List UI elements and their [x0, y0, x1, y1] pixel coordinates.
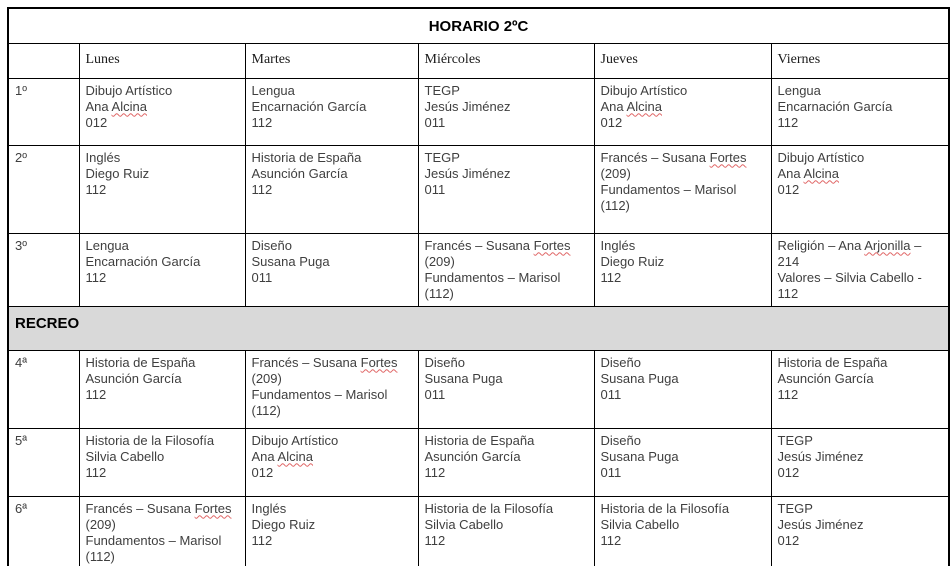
cell-line: Historia de España — [251, 149, 362, 165]
title-row — [8, 8, 949, 43]
cell-line: Ana Alcina — [251, 448, 313, 464]
cell-line: Diseño — [251, 237, 292, 253]
cell-line: Diseño — [600, 354, 641, 370]
misspelled-word: Alcina — [277, 448, 313, 464]
cell-line: 012 — [85, 114, 108, 130]
period-label: 5ª — [8, 428, 79, 496]
timetable-cell — [79, 78, 245, 145]
timetable-cell — [245, 428, 418, 496]
cell-line: 011 — [600, 386, 622, 402]
cell-line: Francés – Susana Fortes — [424, 237, 571, 253]
timetable-cell — [418, 78, 594, 145]
timetable-cell — [245, 350, 418, 428]
timetable-row — [8, 233, 949, 306]
cell-line: (112) — [600, 197, 630, 213]
cell-line: Encarnación García — [777, 98, 893, 114]
cell-line: Asunción García — [85, 370, 182, 386]
timetable-cell — [79, 145, 245, 233]
cell-line: Susana Puga — [424, 370, 503, 386]
cell-line: 112 — [600, 269, 622, 285]
cell-line: Historia de España — [777, 354, 888, 370]
cell-line: (209) — [424, 253, 455, 269]
cell-line: (112) — [424, 285, 454, 301]
cell-line: Inglés — [85, 149, 121, 165]
timetable-row — [8, 428, 949, 496]
cell-line: Jesús Jiménez — [424, 98, 511, 114]
cell-line: Diseño — [424, 354, 465, 370]
misspelled-word: Fortes — [194, 500, 232, 516]
cell-line: Historia de la Filosofía — [600, 500, 730, 516]
cell-line: Dibujo Artístico — [600, 82, 688, 98]
timetable-cell — [594, 145, 771, 233]
cell-line: 214 — [777, 253, 800, 269]
cell-line: 112 — [251, 114, 273, 130]
timetable — [7, 7, 950, 566]
recreo-label: RECREO — [8, 306, 949, 350]
cell-line: Religión – Ana Arjonilla – — [777, 237, 922, 253]
cell-line: Valores – Silvia Cabello - — [777, 269, 922, 285]
cell-line: Silvia Cabello — [85, 448, 165, 464]
cell-line: Ana Alcina — [777, 165, 839, 181]
period-label: 1º — [8, 78, 79, 145]
cell-line: Dibujo Artístico — [251, 432, 339, 448]
cell-line: 112 — [777, 285, 799, 301]
column-header-empty — [8, 43, 79, 78]
cell-line: 112 — [424, 464, 446, 480]
cell-line: Jesús Jiménez — [777, 516, 864, 532]
cell-line: Francés – Susana Fortes — [85, 500, 232, 516]
cell-line: 011 — [424, 181, 446, 197]
period-label: 2º — [8, 145, 79, 233]
cell-line: Fundamentos – Marisol — [600, 181, 737, 197]
cell-line: 112 — [85, 181, 107, 197]
cell-line: Historia de la Filosofía — [85, 432, 215, 448]
cell-line: Lengua — [251, 82, 295, 98]
timetable-cell — [245, 233, 418, 306]
cell-line: (209) — [85, 516, 116, 532]
timetable-cell — [79, 496, 245, 566]
cell-line: (112) — [85, 548, 115, 564]
misspelled-word: Fortes — [533, 237, 571, 253]
timetable-cell — [771, 350, 949, 428]
cell-line: Fundamentos – Marisol — [85, 532, 222, 548]
cell-line: 112 — [777, 114, 799, 130]
period-label: 6ª — [8, 496, 79, 566]
cell-line: Diego Ruiz — [600, 253, 665, 269]
misspelled-word: Alcina — [111, 98, 147, 114]
cell-line: 112 — [600, 532, 622, 548]
timetable-cell — [418, 428, 594, 496]
cell-line: 112 — [85, 386, 107, 402]
column-header-miercoles: Miércoles — [418, 43, 594, 78]
column-header-viernes: Viernes — [771, 43, 949, 78]
cell-line: Fundamentos – Marisol — [424, 269, 561, 285]
timetable-cell — [79, 350, 245, 428]
cell-line: TEGP — [777, 432, 813, 448]
cell-line: Inglés — [251, 500, 287, 516]
column-header-jueves: Jueves — [594, 43, 771, 78]
cell-line: Silvia Cabello — [424, 516, 504, 532]
timetable-cell — [771, 496, 949, 566]
timetable-cell — [245, 496, 418, 566]
cell-line: TEGP — [424, 82, 460, 98]
recreo-row — [8, 306, 949, 350]
cell-line: 011 — [424, 114, 446, 130]
cell-line: 012 — [251, 464, 274, 480]
timetable-cell — [418, 496, 594, 566]
timetable-cell — [245, 78, 418, 145]
cell-line: Francés – Susana Fortes — [600, 149, 747, 165]
cell-line: (209) — [251, 370, 282, 386]
misspelled-word: Fortes — [360, 354, 398, 370]
misspelled-word: Alcina — [803, 165, 839, 181]
timetable-cell — [771, 428, 949, 496]
cell-line: Jesús Jiménez — [777, 448, 864, 464]
cell-line: 112 — [424, 532, 446, 548]
timetable-row — [8, 496, 949, 566]
timetable-cell — [79, 428, 245, 496]
cell-line: 012 — [600, 114, 623, 130]
cell-line: Diseño — [600, 432, 641, 448]
cell-line: Lengua — [85, 237, 129, 253]
cell-line: Ana Alcina — [600, 98, 662, 114]
cell-line: Diego Ruiz — [85, 165, 150, 181]
cell-line: Susana Puga — [600, 370, 679, 386]
cell-line: TEGP — [424, 149, 460, 165]
cell-line: Asunción García — [424, 448, 521, 464]
cell-line: 011 — [600, 464, 622, 480]
cell-line: Ana Alcina — [85, 98, 147, 114]
cell-line: 012 — [777, 464, 800, 480]
timetable-cell — [771, 233, 949, 306]
cell-line: 011 — [424, 386, 446, 402]
timetable-cell — [771, 145, 949, 233]
cell-line: Dibujo Artístico — [777, 149, 865, 165]
cell-line: Diego Ruiz — [251, 516, 316, 532]
cell-line: Jesús Jiménez — [424, 165, 511, 181]
cell-line: 112 — [777, 386, 799, 402]
timetable-row — [8, 350, 949, 428]
cell-line: 112 — [85, 464, 107, 480]
cell-line: Dibujo Artístico — [85, 82, 173, 98]
cell-line: Susana Puga — [251, 253, 330, 269]
cell-line: 012 — [777, 181, 800, 197]
period-label: 4ª — [8, 350, 79, 428]
timetable-cell — [594, 350, 771, 428]
timetable-row — [8, 78, 949, 145]
timetable-cell — [594, 428, 771, 496]
header-row — [8, 43, 949, 78]
timetable-cell — [418, 350, 594, 428]
cell-line: Asunción García — [777, 370, 874, 386]
timetable-cell — [79, 233, 245, 306]
timetable-row — [8, 145, 949, 233]
cell-line: Susana Puga — [600, 448, 679, 464]
misspelled-word: Alcina — [626, 98, 662, 114]
period-label: 3º — [8, 233, 79, 306]
cell-line: Encarnación García — [85, 253, 201, 269]
cell-line: Lengua — [777, 82, 821, 98]
cell-line: 011 — [251, 269, 273, 285]
cell-line: Asunción García — [251, 165, 348, 181]
cell-line: Inglés — [600, 237, 636, 253]
cell-line: Historia de España — [424, 432, 535, 448]
cell-line: 012 — [777, 532, 800, 548]
misspelled-word: Arjonilla — [864, 237, 911, 253]
timetable-cell — [594, 78, 771, 145]
cell-line: 112 — [85, 269, 107, 285]
timetable-cell — [594, 233, 771, 306]
column-header-martes: Martes — [245, 43, 418, 78]
cell-line: Historia de España — [85, 354, 196, 370]
cell-line: Fundamentos – Marisol — [251, 386, 388, 402]
timetable-cell — [771, 78, 949, 145]
timetable-cell — [245, 145, 418, 233]
cell-line: (209) — [600, 165, 631, 181]
timetable-cell — [418, 145, 594, 233]
cell-line: TEGP — [777, 500, 813, 516]
cell-line: Encarnación García — [251, 98, 367, 114]
column-header-lunes: Lunes — [79, 43, 245, 78]
cell-line: Francés – Susana Fortes — [251, 354, 398, 370]
cell-line: Historia de la Filosofía — [424, 500, 554, 516]
cell-line: 112 — [251, 181, 273, 197]
cell-line: 112 — [251, 532, 273, 548]
cell-line: Silvia Cabello — [600, 516, 680, 532]
table-title: HORARIO 2ºC — [8, 8, 949, 43]
cell-line: (112) — [251, 402, 281, 418]
timetable-cell — [594, 496, 771, 566]
timetable-cell — [418, 233, 594, 306]
misspelled-word: Fortes — [709, 149, 747, 165]
